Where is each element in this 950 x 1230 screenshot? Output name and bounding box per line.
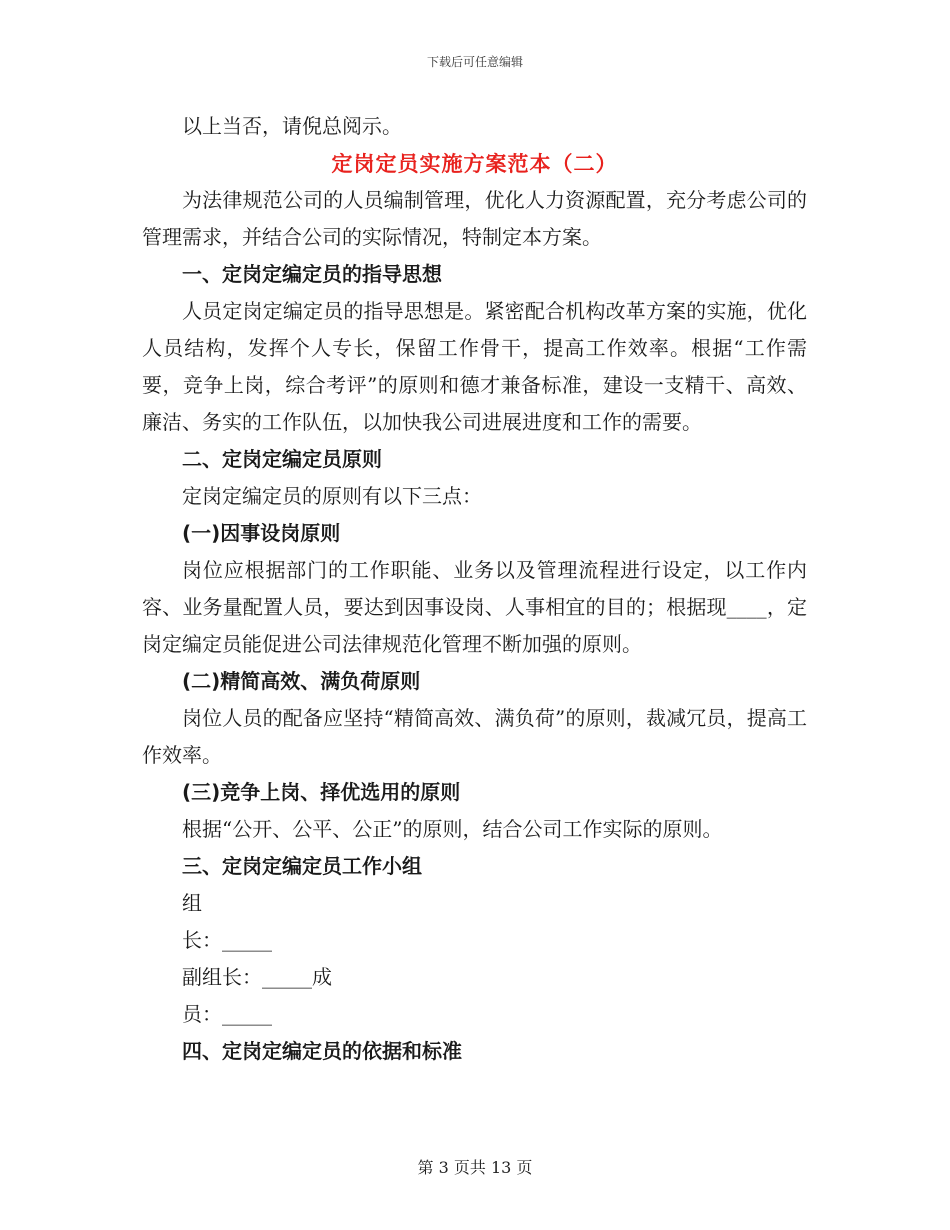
section-heading-1: 一、定岗定编定员的指导思想 <box>182 262 442 286</box>
section-heading-3: 三、定岗定编定员工作小组 <box>182 854 422 878</box>
document-body <box>142 108 807 1070</box>
subsection-heading-2: (二)精简高效、满负荷原则 <box>182 669 421 693</box>
guiding-principle-paragraph: 人员定岗定编定员的指导思想是。紧密配合机构改革方案的实施，优化人员结构，发挥个人专长，保留工作骨干，提高工作效率。根据“工作需要，竞争上岗，综合考评”的原则和德才兼备标准，建设一支精干、高效、廉洁、务实的工作队伍，以加快我公司进展进度和工作的需要。 <box>142 299 807 434</box>
principles-intro-paragraph: 定岗定编定员的原则有以下三点： <box>182 484 482 508</box>
members-line: 员：_____ <box>182 1002 272 1026</box>
principle-3-paragraph: 根据“公开、公平、公正”的原则，结合公司工作实际的原则。 <box>182 817 723 841</box>
subsection-heading-3: (三)竞争上岗、择优选用的原则 <box>182 780 461 804</box>
page-header: 下载后可任意编辑 <box>426 55 523 69</box>
page-footer: 第 3 页共 13 页 <box>417 1158 533 1177</box>
section-heading-4: 四、定岗定编定员的依据和标准 <box>182 1039 462 1063</box>
closing-paragraph: 以上当否，请倪总阅示。 <box>182 114 402 138</box>
document-title: 定岗定员实施方案范本（二） <box>331 151 618 176</box>
section-heading-2: 二、定岗定编定员原则 <box>182 447 382 471</box>
group-leader-line: 长：_____ <box>182 928 272 952</box>
principle-1-paragraph: 岗位应根据部门的工作职能、业务以及管理流程进行设定，以工作内容、业务量配置人员，要达到因事设岗、人事相宜的目的；根据现____，定岗定编定员能促进公司法律规范化管理不断加强的原则。 <box>142 558 807 656</box>
deputy-leader-line: 副组长：_____成 <box>182 965 332 989</box>
principle-2-paragraph: 岗位人员的配备应坚持“精简高效、满负荷”的原则，裁减冗员，提高工作效率。 <box>142 706 807 767</box>
intro-paragraph: 为法律规范公司的人员编制管理，优化人力资源配置，充分考虑公司的管理需求，并结合公司的实际情况，特制定本方案。 <box>142 188 807 249</box>
subsection-heading-1: (一)因事设岗原则 <box>182 521 341 545</box>
group-label-line: 组 <box>182 891 202 915</box>
